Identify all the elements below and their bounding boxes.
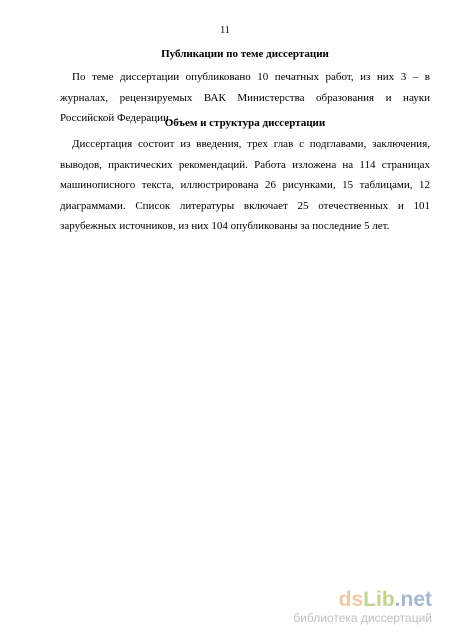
section-heading-structure: Объем и структура диссертации <box>164 117 326 129</box>
dslib-watermark <box>262 589 432 625</box>
dslib-logo: dsLib.net <box>338 588 432 611</box>
dslib-caption: библиотека диссертаций <box>293 611 432 625</box>
paragraph-structure: Диссертация состоит из введения, трех глав с подглавами, заключения, выводов, практических рекомендаций. Работа изложена на 114 страницах машинописного текста, иллюстрирована 26 рисунками, 15 таблицами, 12 диаграммами. Список литературы включает 25 отечественных и 101 зарубежных источников, из них 104 опубликованы за последние 5 лет. <box>60 138 430 232</box>
paragraph-publications: По теме диссертации опубликовано 10 печатных работ, из них 3 – в журналах, рецензируемых ВАК Министерства образования и науки Российской Федерации. <box>60 71 430 124</box>
page-number: 11 <box>220 25 230 36</box>
section-heading-publications: Публикации по теме диссертации <box>161 48 329 60</box>
